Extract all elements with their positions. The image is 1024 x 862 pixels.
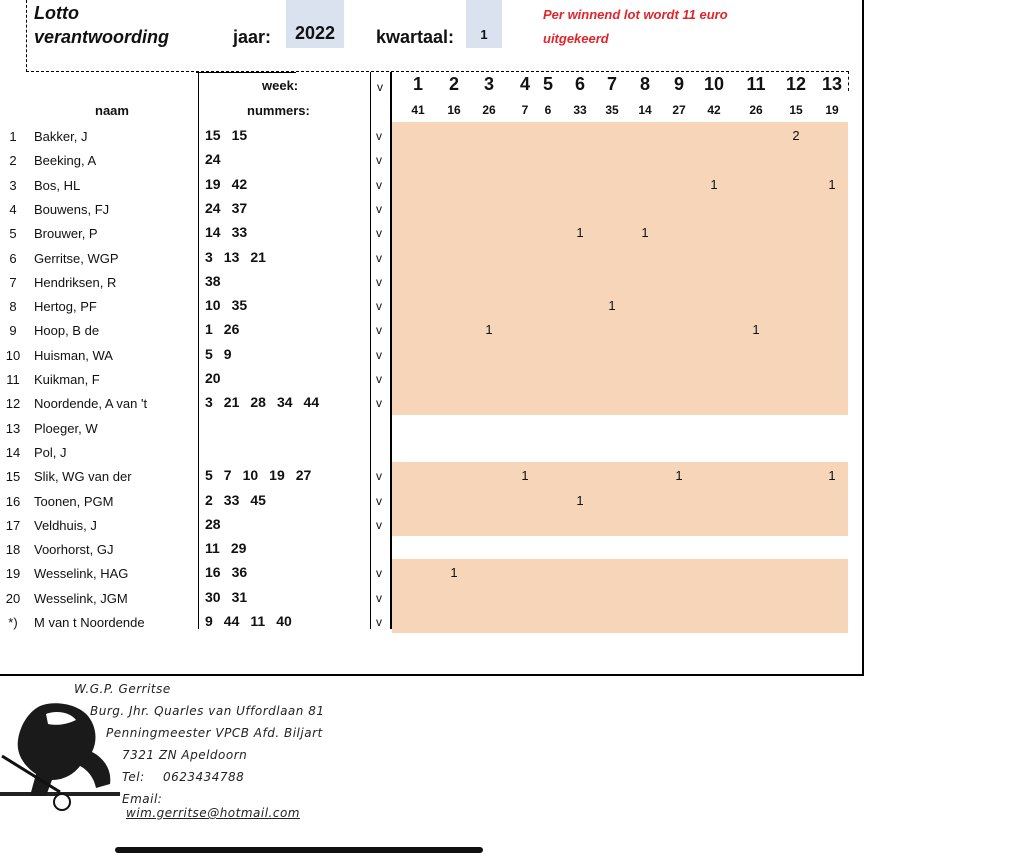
member-numbers	[205, 540, 257, 556]
lotto-number: 9	[205, 613, 213, 629]
win-count-week-12: 2	[792, 128, 800, 143]
week-drawn-number-8: 14	[638, 103, 652, 117]
row-index: 1	[9, 129, 17, 144]
week-drawn-number-9: 27	[672, 103, 686, 117]
member-numbers	[205, 273, 232, 289]
member-name: Hendriksen, R	[34, 274, 117, 290]
member-name: Gerritse, WGP	[34, 250, 119, 266]
win-count-week-6: 1	[576, 492, 584, 508]
table-row	[0, 123, 860, 147]
lotto-number: 5	[205, 467, 213, 484]
stamp-name: W.G.P. Gerritse	[74, 682, 171, 696]
member-name: Slik, WG van der	[34, 469, 132, 485]
participation-mark: v	[376, 226, 382, 241]
row-index: 18	[5, 542, 21, 558]
title-line-1: Lotto	[34, 3, 79, 23]
row-index: 19	[5, 566, 21, 582]
member-name: Wesselink, JGM	[34, 590, 128, 606]
member-name: Voorhorst, GJ	[34, 542, 114, 558]
win-count-week-9: 1	[675, 468, 683, 484]
lotto-number: 36	[231, 564, 248, 581]
stamp-phone	[122, 770, 244, 784]
lotto-number: 44	[303, 394, 320, 411]
member-numbers	[205, 200, 258, 216]
member-numbers	[205, 297, 258, 313]
member-numbers	[205, 394, 330, 410]
participation-mark: v	[376, 347, 382, 362]
table-row	[0, 317, 860, 341]
lotto-number: 24	[205, 151, 221, 168]
lotto-number: 15	[231, 127, 248, 143]
treasurer-stamp	[0, 680, 340, 840]
member-numbers	[205, 564, 258, 580]
lotto-number: 5	[205, 345, 213, 362]
lotto-number: 44	[223, 613, 240, 629]
member-name: M van t Noordende	[34, 615, 145, 630]
member-numbers	[205, 127, 258, 143]
member-numbers	[205, 176, 258, 192]
win-count-week-3: 1	[485, 322, 493, 338]
jaar-label: jaar:	[233, 27, 272, 47]
row-index: 6	[9, 250, 17, 266]
week-label: week:	[262, 78, 299, 93]
week-number-11: 11	[746, 74, 766, 94]
week-drawn-number-4: 7	[521, 103, 529, 117]
stamp-email-label: Email:	[122, 792, 163, 806]
lotto-number: 21	[223, 394, 240, 411]
lotto-number: 29	[230, 540, 247, 557]
note-line-1: Per winnend lot wordt 11 euro	[543, 7, 728, 22]
member-name: Hoop, B de	[34, 323, 100, 339]
win-count-week-4: 1	[521, 468, 529, 484]
participation-mark: v	[376, 590, 382, 605]
lotto-number: 42	[231, 175, 248, 192]
member-name: Pol, J	[34, 444, 67, 460]
table-row	[0, 585, 860, 609]
member-numbers	[205, 321, 250, 337]
lotto-number: 9	[223, 345, 232, 362]
header-dashed-border-bottom	[26, 71, 849, 72]
win-count-week-2: 1	[450, 565, 458, 581]
participation-mark: v	[376, 566, 382, 581]
lotto-number: 3	[205, 394, 213, 411]
member-name: Bakker, J	[34, 129, 88, 144]
note-line-2: uitgekeerd	[543, 31, 609, 46]
lotto-number: 27	[295, 467, 312, 484]
lotto-number: 13	[223, 248, 240, 265]
row-index: 3	[9, 177, 17, 193]
home-indicator[interactable]	[115, 847, 483, 853]
lotto-number: 35	[231, 297, 248, 314]
table-row	[0, 342, 860, 366]
week-number-5: 5	[542, 74, 553, 94]
week-drawn-number-11: 26	[749, 103, 763, 117]
lotto-number: 11	[205, 540, 220, 557]
win-count-week-13: 1	[828, 176, 836, 192]
lotto-number: 33	[223, 491, 240, 508]
week-number-8: 8	[639, 74, 650, 94]
stamp-phone-value: 0623434788	[162, 770, 245, 784]
lotto-number: 45	[250, 491, 266, 508]
win-count-week-10: 1	[710, 176, 718, 192]
week-number-6: 6	[574, 74, 585, 94]
kwartaal-label: kwartaal:	[376, 27, 455, 47]
row-index: 15	[5, 469, 21, 485]
member-name: Kuikman, F	[34, 372, 100, 387]
table-row	[0, 560, 860, 584]
lotto-number: 2	[205, 491, 213, 508]
stamp-address: Burg. Jhr. Quarles van Uffordlaan 81	[90, 704, 325, 718]
participation-mark: v	[376, 372, 382, 386]
header-underline	[196, 72, 296, 73]
week-number-7: 7	[606, 74, 617, 94]
jaar-value[interactable]: 2022	[286, 0, 344, 48]
week-drawn-number-1: 41	[411, 103, 425, 117]
member-name: Beeking, A	[34, 153, 97, 169]
participation-mark: v	[376, 323, 382, 338]
lotto-number: 34	[276, 394, 293, 411]
lotto-number: 7	[223, 467, 232, 484]
member-name: Bouwens, FJ	[34, 201, 110, 217]
header-dashed-border-right	[848, 71, 849, 91]
lotto-number: 40	[276, 613, 292, 629]
lotto-number: 1	[205, 321, 213, 338]
lotto-number: 19	[269, 467, 285, 484]
lotto-number: 14	[205, 224, 221, 241]
member-name: Toonen, PGM	[34, 493, 114, 509]
lotto-number: 11	[250, 613, 266, 629]
row-index: 10	[5, 347, 21, 363]
lotto-number: 33	[231, 224, 248, 241]
week-number-1: 1	[412, 74, 423, 94]
table-row	[0, 147, 860, 171]
nummers-label: nummers:	[247, 103, 310, 118]
lotto-number: 38	[205, 272, 221, 289]
row-index: 9	[9, 323, 17, 339]
member-numbers	[205, 370, 232, 386]
table-row	[0, 220, 860, 244]
lotto-number: 16	[205, 564, 221, 581]
table-row	[0, 245, 860, 269]
participation-mark: v	[376, 201, 382, 216]
week-number-9: 9	[673, 74, 684, 94]
header-dashed-border-left	[26, 0, 27, 72]
participation-mark: v	[376, 396, 382, 411]
member-numbers	[205, 516, 232, 532]
member-name: Bos, HL	[34, 177, 81, 193]
row-index: 20	[5, 590, 21, 606]
lotto-number: 3	[205, 248, 213, 265]
title-line-2: verantwoording	[34, 27, 170, 47]
stamp-phone-label: Tel:	[122, 770, 145, 784]
lotto-number: 10	[205, 297, 221, 314]
week-number-10: 10	[703, 74, 725, 94]
table-row	[0, 609, 860, 633]
row-index: 13	[5, 420, 21, 436]
member-name: Noordende, A van 't	[34, 396, 148, 412]
table-row	[0, 366, 860, 390]
row-index: 7	[9, 274, 17, 290]
win-count-week-6: 1	[576, 225, 584, 241]
lotto-number: 15	[205, 127, 221, 143]
v-column-header: v	[377, 80, 383, 94]
participation-mark: v	[376, 129, 382, 143]
member-numbers	[205, 492, 277, 508]
week-drawn-number-10: 42	[707, 103, 721, 117]
row-index: *)	[8, 615, 18, 630]
member-name: Huisman, WA	[34, 347, 113, 363]
member-name: Veldhuis, J	[34, 517, 97, 533]
week-number-2: 2	[448, 74, 459, 94]
participation-mark: v	[376, 493, 382, 508]
lotto-number: 30	[205, 588, 221, 605]
participation-mark: v	[376, 469, 382, 484]
table-row	[0, 269, 860, 293]
row-index: 8	[9, 299, 17, 315]
table-row	[0, 512, 860, 536]
member-name: Hertog, PF	[34, 299, 97, 315]
row-index: 4	[9, 201, 17, 217]
participation-mark: v	[376, 177, 382, 192]
lotto-number: 24	[205, 199, 221, 216]
table-row	[0, 488, 860, 512]
lotto-number: 26	[223, 321, 240, 338]
row-index: 16	[5, 493, 21, 509]
row-index: 11	[6, 372, 20, 387]
week-number-4: 4	[519, 74, 530, 94]
lotto-number: 10	[242, 467, 259, 484]
participation-mark: v	[376, 615, 382, 629]
lotto-number: 37	[231, 199, 248, 216]
week-drawn-number-7: 35	[605, 103, 619, 117]
kwartaal-value[interactable]: 1	[466, 0, 502, 48]
stamp-email	[122, 792, 340, 820]
naam-label: naam	[95, 103, 129, 118]
stamp-postcode: 7321 ZN Apeldoorn	[122, 748, 248, 762]
table-row	[0, 390, 860, 414]
member-numbers	[205, 151, 232, 167]
lotto-number: 19	[205, 175, 221, 192]
week-number-3: 3	[483, 74, 494, 94]
table-row	[0, 463, 860, 487]
row-index: 5	[9, 226, 17, 242]
week-drawn-number-5: 6	[544, 103, 552, 117]
week-number-12: 12	[785, 74, 807, 94]
lotto-number: 28	[250, 394, 266, 411]
row-index: 17	[5, 517, 21, 533]
member-name: Brouwer, P	[34, 226, 98, 242]
win-count-week-13: 1	[828, 468, 836, 484]
participation-mark: v	[376, 274, 382, 289]
table-row	[0, 196, 860, 220]
lotto-number: 31	[231, 588, 248, 605]
week-drawn-number-3: 26	[482, 103, 496, 117]
member-name: Ploeger, W	[34, 420, 98, 436]
row-index: 14	[5, 444, 21, 460]
participation-mark: v	[376, 517, 382, 532]
week-drawn-number-13: 19	[825, 103, 839, 117]
lotto-number: 21	[250, 248, 266, 265]
table-row	[0, 536, 860, 560]
member-numbers	[205, 467, 322, 483]
member-numbers	[205, 589, 258, 605]
lotto-number: 28	[205, 515, 221, 532]
member-numbers	[205, 249, 277, 265]
week-drawn-number-2: 16	[447, 103, 461, 117]
participation-mark: v	[376, 250, 382, 265]
week-drawn-number-6: 33	[573, 103, 587, 117]
week-number-13: 13	[821, 74, 843, 94]
win-count-week-11: 1	[752, 322, 760, 338]
table-row	[0, 415, 860, 439]
table-row	[0, 172, 860, 196]
participation-mark: v	[376, 299, 382, 314]
member-numbers	[205, 224, 258, 240]
stamp-role: Penningmeester VPCB Afd. Biljart	[106, 726, 323, 740]
member-numbers	[205, 613, 303, 629]
lotto-number: 20	[205, 370, 221, 386]
row-index: 12	[5, 396, 21, 412]
week-drawn-number-12: 15	[789, 103, 803, 117]
stamp-email-link[interactable]: wim.gerritse@hotmail.com	[126, 806, 300, 820]
member-name: Wesselink, HAG	[34, 566, 129, 582]
win-count-week-8: 1	[641, 225, 649, 241]
win-count-week-7: 1	[608, 298, 616, 314]
row-index: 2	[9, 153, 17, 169]
participation-mark: v	[376, 153, 382, 168]
member-numbers	[205, 346, 243, 362]
table-row	[0, 293, 860, 317]
table-row	[0, 439, 860, 463]
